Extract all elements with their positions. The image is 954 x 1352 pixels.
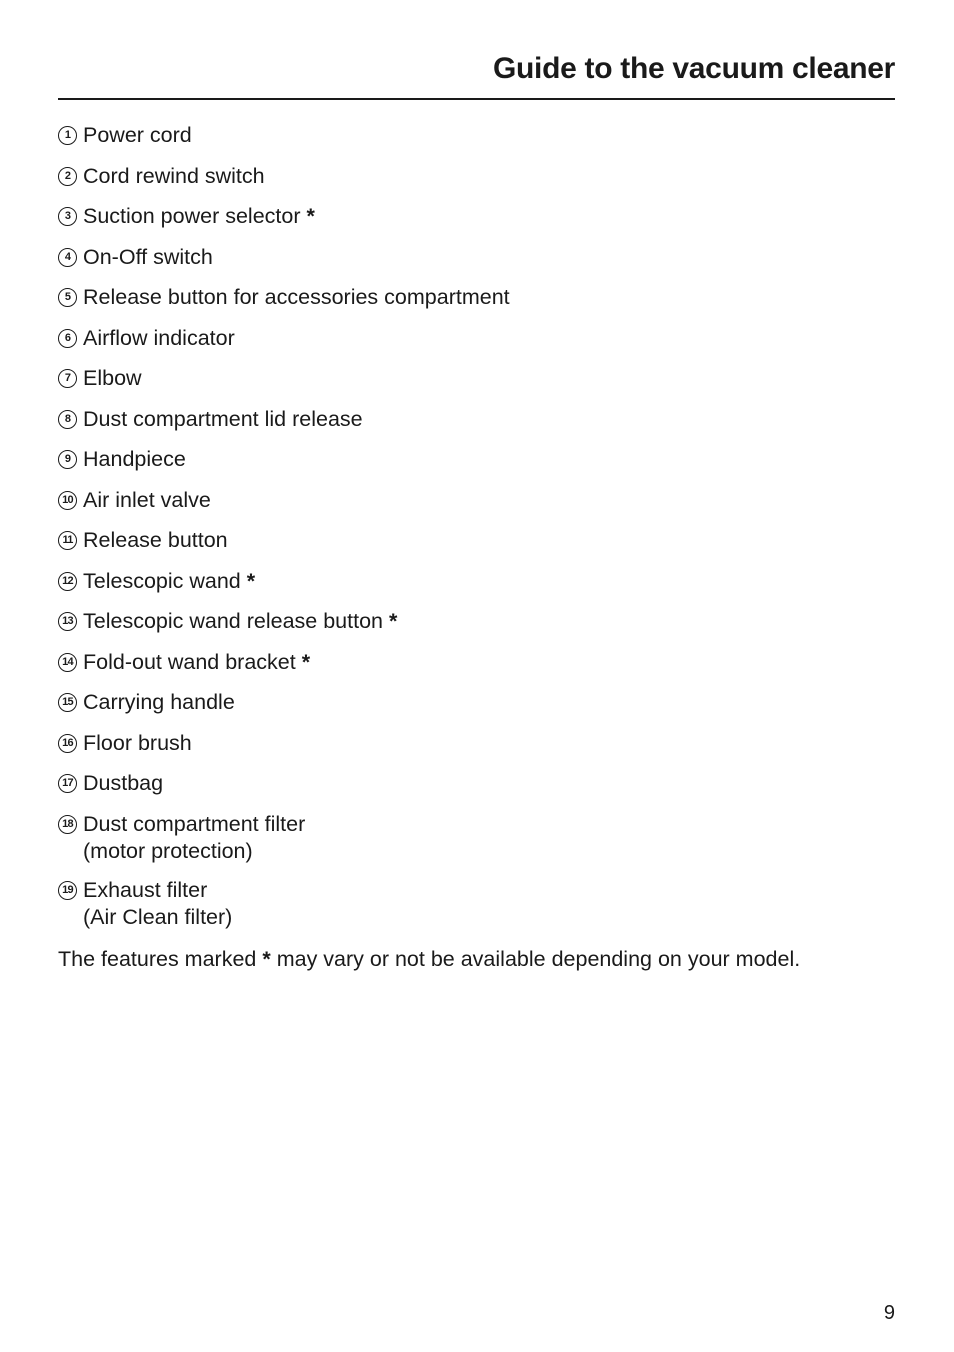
legend-item	[58, 122, 898, 149]
item-label-line	[83, 122, 192, 149]
item-label-text: Dustbag	[83, 771, 164, 795]
item-number-badge: 2	[58, 167, 77, 186]
footnote-text-before: The features marked	[58, 947, 263, 971]
model-variant-asterisk: *	[388, 609, 398, 633]
item-label-text: Air inlet valve	[83, 487, 211, 512]
item-label-line	[83, 689, 235, 716]
item-label-line	[83, 838, 305, 865]
item-number-badge: 9	[58, 450, 77, 469]
item-label-text: Dust compartment filter	[83, 811, 306, 836]
item-label	[83, 770, 163, 797]
item-label-line	[83, 203, 315, 230]
item-label	[83, 122, 192, 149]
legend-item	[58, 770, 898, 797]
item-label-line	[83, 244, 213, 271]
item-label	[83, 689, 235, 716]
item-label	[83, 244, 213, 271]
legend-item	[58, 325, 898, 352]
item-label-text: Cord rewind switch	[83, 163, 265, 188]
item-label-line	[83, 608, 397, 635]
item-number-badge: 10	[58, 491, 77, 510]
item-label-text: Dust compartment lid release	[83, 406, 363, 431]
item-label	[83, 203, 315, 230]
item-label-text: Telescopic wand release button	[83, 609, 389, 633]
item-number-badge: 1	[58, 126, 77, 145]
footnote	[58, 946, 918, 973]
model-variant-asterisk: *	[306, 204, 315, 228]
footnote-text-after: may vary or not be available depending on your model.	[270, 947, 801, 971]
item-label-text: Telescopic wand	[83, 568, 247, 593]
item-label-text: Fold-out wand bracket	[83, 649, 302, 674]
legend-item	[58, 877, 898, 931]
item-label-text: Exhaust filter	[83, 877, 208, 902]
page-number: 9	[883, 1302, 895, 1324]
legend-item	[58, 811, 898, 865]
item-label	[83, 877, 232, 931]
item-label-line	[83, 406, 363, 433]
item-label-text: Airflow indicator	[83, 325, 235, 350]
legend-item	[58, 730, 898, 757]
item-label	[83, 446, 186, 473]
item-number-badge: 17	[58, 774, 77, 793]
legend-item	[58, 163, 898, 190]
component-legend-list	[58, 122, 898, 943]
item-label-line	[83, 527, 228, 554]
item-label-line	[83, 284, 510, 311]
model-variant-asterisk: *	[246, 568, 256, 593]
item-label-line	[83, 649, 310, 676]
item-number-badge: 12	[58, 572, 77, 591]
footnote-asterisk: *	[262, 947, 271, 971]
item-number-badge: 4	[58, 248, 77, 267]
item-label	[83, 568, 255, 595]
item-label	[83, 527, 228, 554]
item-label	[83, 649, 310, 676]
item-label-text: Floor brush	[83, 730, 192, 755]
item-label	[83, 163, 265, 190]
title-divider	[58, 98, 895, 100]
item-number-badge: 16	[58, 734, 77, 753]
item-label	[83, 608, 397, 635]
item-label-line	[83, 446, 186, 473]
item-label-text: (motor protection)	[83, 838, 253, 863]
item-number-badge: 19	[58, 881, 77, 900]
item-label-line	[83, 163, 265, 190]
item-label-text: Power cord	[83, 123, 192, 147]
item-number-badge: 11	[58, 531, 77, 550]
legend-item	[58, 527, 898, 554]
item-label	[83, 811, 305, 865]
item-label-line	[83, 770, 163, 797]
item-label-text: Carrying handle	[83, 690, 235, 714]
legend-item	[58, 284, 898, 311]
legend-item	[58, 203, 898, 230]
model-variant-asterisk: *	[301, 649, 311, 674]
item-label	[83, 487, 211, 514]
item-number-badge: 18	[58, 815, 77, 834]
legend-item	[58, 649, 898, 676]
item-label-line	[83, 325, 235, 352]
item-label-text: Release button	[83, 528, 228, 552]
legend-item	[58, 365, 898, 392]
item-label-line	[83, 877, 232, 904]
legend-item	[58, 406, 898, 433]
item-label-line	[83, 365, 142, 392]
item-number-badge: 15	[58, 693, 77, 712]
item-label-line	[83, 904, 232, 931]
item-label-line	[83, 730, 192, 757]
legend-item	[58, 568, 898, 595]
item-number-badge: 14	[58, 653, 77, 672]
page-title: Guide to the vacuum cleaner	[492, 52, 895, 85]
legend-item	[58, 608, 898, 635]
item-label	[83, 406, 363, 433]
item-label	[83, 325, 235, 352]
item-label	[83, 365, 142, 392]
item-label-text: On-Off switch	[83, 244, 213, 269]
legend-item	[58, 487, 898, 514]
item-number-badge: 6	[58, 329, 77, 348]
item-number-badge: 7	[58, 369, 77, 388]
legend-item	[58, 446, 898, 473]
item-label-text: Handpiece	[83, 447, 186, 471]
item-label-line	[83, 487, 211, 514]
item-number-badge: 8	[58, 410, 77, 429]
legend-item	[58, 244, 898, 271]
item-label	[83, 284, 510, 311]
item-label-text: Release button for accessories compartment	[83, 285, 510, 309]
item-label-text: (Air Clean filter)	[83, 904, 233, 929]
item-label-line	[83, 568, 255, 595]
item-label-text: Suction power selector	[83, 204, 307, 228]
legend-item	[58, 689, 898, 716]
item-label-line	[83, 811, 305, 838]
item-label-text: Elbow	[83, 366, 142, 390]
item-number-badge: 3	[58, 207, 77, 226]
item-label	[83, 730, 192, 757]
item-number-badge: 13	[58, 612, 77, 631]
item-number-badge: 5	[58, 288, 77, 307]
